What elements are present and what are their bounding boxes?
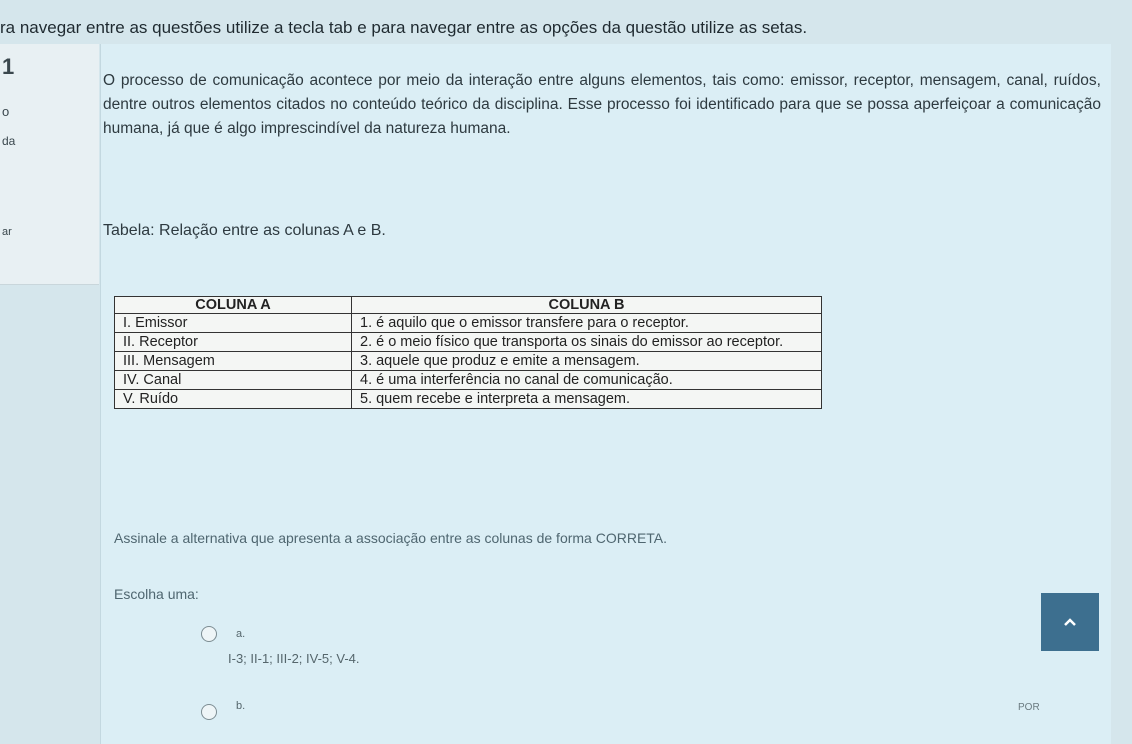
question-number: 1 <box>2 54 15 79</box>
table-cell-a: IV. Canal <box>115 371 352 390</box>
table-cell-a: II. Receptor <box>115 333 352 352</box>
table-cell-b: 5. quem recebe e interpreta a mensagem. <box>352 390 822 409</box>
question-status-fragment-2: da <box>2 134 16 148</box>
navigation-instruction: ra navegar entre as questões utilize a tecla tab e para navegar entre as opções da questão utilize as setas. <box>0 18 808 37</box>
option-b-letter[interactable]: b. <box>236 700 246 712</box>
relation-table <box>114 296 822 409</box>
table-cell-a: V. Ruído <box>115 390 352 409</box>
question-text: O processo de comunicação acontece por meio da interação entre alguns elementos, tais como: emissor, receptor, mensagem, canal, ruídos, dentre outros elementos citados no conteúdo teórico da disciplina. Esse processo foi identificado para que se possa aperfeiçoar a comunicação humana, já que é algo imprescindível da natureza humana. <box>103 72 1101 137</box>
choose-label: Escolha uma: <box>114 586 199 602</box>
table-row <box>115 371 822 390</box>
table-cell-b: 4. é uma interferência no canal de comunicação. <box>352 371 822 390</box>
table-cell-b: 1. é aquilo que o emissor transfere para o receptor. <box>352 314 822 333</box>
table-row <box>115 314 822 333</box>
chevron-up-icon <box>1063 617 1077 627</box>
option-a-radio[interactable] <box>201 626 217 642</box>
table-cell-b: 2. é o meio físico que transporta os sinais do emissor ao receptor. <box>352 333 822 352</box>
header-coluna-a: COLUNA A <box>115 297 352 314</box>
question-info-sidebar <box>0 44 99 285</box>
keyboard-language-indicator: POR <box>1018 702 1040 713</box>
question-status-fragment: o <box>2 104 10 119</box>
option-a-letter[interactable]: a. <box>236 628 246 640</box>
table-row <box>115 390 822 409</box>
table-cell-b: 3. aquele que produz e emite a mensagem. <box>352 352 822 371</box>
table-cell-a: I. Emissor <box>115 314 352 333</box>
table-header-row <box>115 297 822 314</box>
table-caption: Tabela: Relação entre as colunas A e B. <box>103 222 386 239</box>
scroll-to-top-button[interactable] <box>1041 593 1099 651</box>
table-row <box>115 333 822 352</box>
question-prompt: Assinale a alternativa que apresenta a associação entre as colunas de forma CORRETA. <box>114 530 668 546</box>
header-coluna-b: COLUNA B <box>352 297 822 314</box>
flag-question-fragment[interactable]: ar <box>2 226 12 238</box>
table-cell-a: III. Mensagem <box>115 352 352 371</box>
option-a-text[interactable]: I-3; II-1; III-2; IV-5; V-4. <box>228 651 360 666</box>
table-row <box>115 352 822 371</box>
